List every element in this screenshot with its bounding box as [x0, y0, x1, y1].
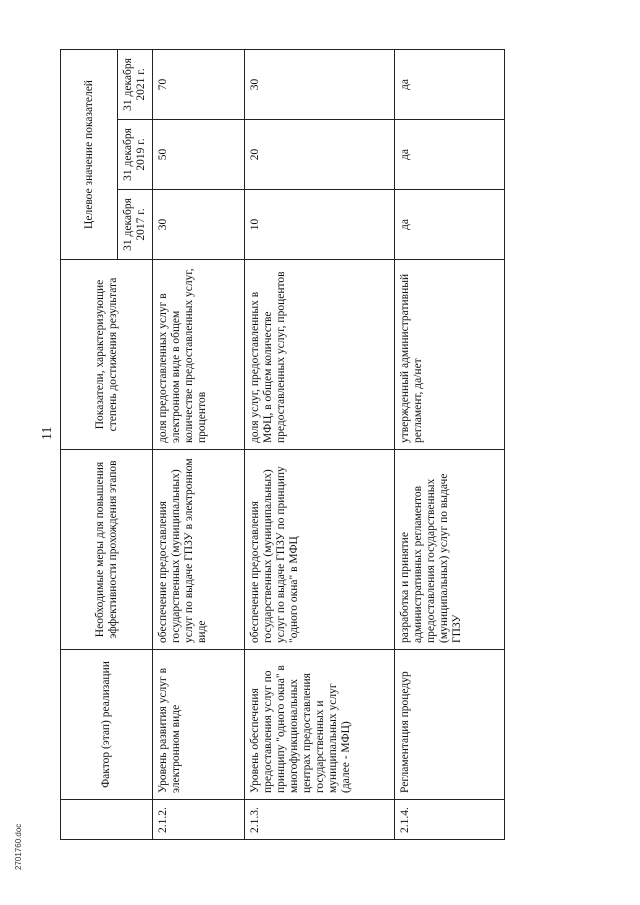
row-value-2019: да	[395, 120, 505, 190]
header-target-values: Целевое значение показателей	[61, 49, 118, 259]
row-factor: Уровень обеспечения предоставления услуг по принципу "одного окна" в многофункциональных центрах предоставления государственных и муниципальных услуг (далее - МФЦ)	[245, 650, 395, 800]
row-value-2021: да	[395, 49, 505, 119]
row-value-2017: 30	[153, 190, 245, 260]
row-factor: Регламентация процедур	[395, 650, 505, 800]
header-date-2019: 31 декабря 2019 г.	[118, 120, 153, 190]
header-num	[61, 800, 153, 840]
row-factor: Уровень развития услуг в электронном виде	[153, 650, 245, 800]
header-measures: Необходимые меры для повышения эффективности прохождения этапов	[61, 450, 153, 650]
row-num: 2.1.4.	[395, 800, 505, 840]
row-indicators: доля услуг, предоставленных в МФЦ, в общем количестве предоставленных услуг, процентов	[245, 260, 395, 450]
row-measures: обеспечение предоставления государственных (муниципальных) услуг по выдаче ГПЗУ в электронном виде	[153, 450, 245, 650]
rotated-table-container	[60, 50, 463, 840]
row-value-2017: 10	[245, 190, 395, 260]
header-indicators: Показатели, характеризующие степень достижения результата	[61, 260, 153, 450]
row-measures: обеспечение предоставления государственных (муниципальных) услуг по выдаче ГПЗУ по принципу "одного окна" в МФЦ	[245, 450, 395, 650]
table-row	[153, 49, 245, 839]
header-date-2017: 31 декабря 2017 г.	[118, 190, 153, 260]
page-number: 11	[40, 426, 55, 440]
row-value-2017: да	[395, 190, 505, 260]
header-date-2021: 31 декабря 2021 г.	[118, 49, 153, 119]
indicators-table	[60, 49, 505, 840]
row-value-2021: 30	[245, 49, 395, 119]
row-value-2019: 50	[153, 120, 245, 190]
row-measures: разработка и принятие административных регламентов предоставления государственных (муниципальных) услуг по выдаче ГПЗУ	[395, 450, 505, 650]
row-value-2019: 20	[245, 120, 395, 190]
row-indicators: доля предоставленных услуг в электронном виде в общем количестве предоставленных услуг, процентов	[153, 260, 245, 450]
header-factor: Фактор (этап) реализации	[61, 650, 153, 800]
row-num: 2.1.2.	[153, 800, 245, 840]
table-row	[245, 49, 395, 839]
row-indicators: утвержденный административный регламент, да/нет	[395, 260, 505, 450]
row-value-2021: 70	[153, 49, 245, 119]
document-id: 2701760.doc	[14, 823, 23, 870]
row-num: 2.1.3.	[245, 800, 395, 840]
table-row	[395, 49, 505, 839]
